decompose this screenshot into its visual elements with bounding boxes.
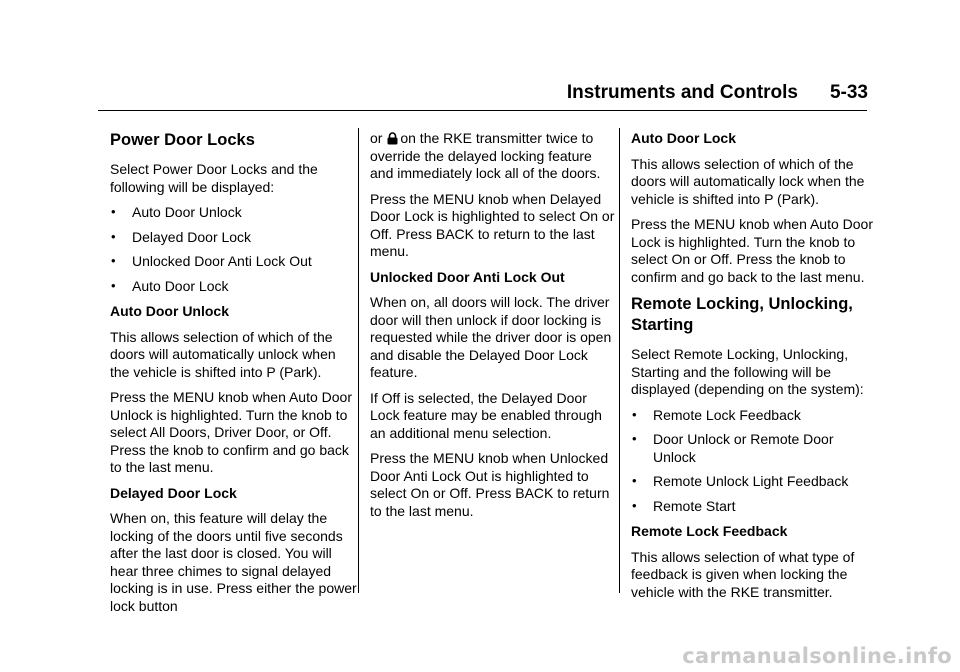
- list-item: • Auto Door Unlock: [110, 204, 358, 222]
- paragraph: When on, all doors will lock. The driver door will then unlock if door locking is requested while the driver door is open and disable the Delayed Door Lock feature.: [370, 294, 612, 380]
- list-item: • Remote Lock Feedback: [631, 407, 879, 425]
- remote-locking-heading: Remote Locking, Unlocking, Starting: [631, 295, 853, 334]
- power-door-locks-list: [110, 204, 358, 295]
- continuation-text: on the RKE transmitter twice to override the delayed locking feature and immediately lock all of the doors.: [370, 130, 601, 181]
- paragraph: If Off is selected, the Delayed Door Lock feature may be enabled through an additional menu selection.: [370, 389, 602, 441]
- page-number: 5-33: [829, 82, 868, 103]
- paragraph: [370, 130, 618, 183]
- delayed-door-lock-subheading: Delayed Door Lock: [110, 484, 237, 501]
- continuation-prefix: or: [370, 130, 383, 146]
- list-item: • Door Unlock or Remote Door Unlock: [631, 431, 879, 466]
- power-door-locks-intro: Select Power Door Locks and the following will be displayed:: [110, 161, 318, 195]
- column-1: [110, 130, 358, 623]
- list-item: • Remote Unlock Light Feedback: [631, 473, 879, 491]
- paragraph: Press the MENU knob when Delayed Door Lock is highlighted to select On or Off. Press BACK to return to the last menu.: [370, 190, 615, 259]
- paragraph: Press the MENU knob when Auto Door Lock is highlighted. Turn the knob to select On or Off. Press the knob to confirm and go back to the last menu.: [631, 216, 874, 285]
- paragraph: Press the MENU knob when Auto Door Unlock is highlighted. Turn the knob to select All Doors, Driver Door, or Off. Press the knob to confirm and go back to the last menu.: [110, 389, 353, 475]
- paragraph: This allows selection of what type of feedback is given when locking the vehicle with the RKE transmitter.: [631, 548, 855, 600]
- paragraph: This allows selection of which of the doors will automatically lock when the vehicle is shifted into P (Park).: [631, 155, 865, 207]
- list-item: • Remote Start: [631, 498, 879, 516]
- anti-lock-out-subheading: Unlocked Door Anti Lock Out: [370, 268, 565, 285]
- paragraph: When on, this feature will delay the locking of the doors until five seconds after the last door is closed. You will hear three chimes to signal delayed locking is in use. Press either the power lock button: [110, 510, 357, 614]
- list-item: • Delayed Door Lock: [110, 229, 358, 247]
- column-2: [370, 130, 618, 528]
- list-item: • Unlocked Door Anti Lock Out: [110, 253, 358, 271]
- remote-lock-feedback-subheading: Remote Lock Feedback: [631, 523, 788, 539]
- remote-locking-intro: Select Remote Locking, Unlocking, Starting and the following will be displayed (depending on the system):: [631, 346, 864, 397]
- column-divider-1: [358, 128, 359, 593]
- auto-door-lock-subheading: Auto Door Lock: [631, 130, 736, 146]
- auto-door-unlock-subheading: Auto Door Unlock: [110, 303, 229, 319]
- power-door-locks-heading: Power Door Locks: [110, 131, 255, 149]
- header-divider: [98, 110, 867, 111]
- column-divider-2: [619, 128, 620, 593]
- lock-icon: [387, 132, 398, 145]
- remote-locking-list: [631, 407, 879, 516]
- page-header: [0, 80, 960, 106]
- paragraph: This allows selection of which of the doors will automatically unlock when the vehicle is shifted into P (Park).: [110, 328, 336, 380]
- section-title: Instruments and Controls: [566, 82, 798, 103]
- list-item: • Auto Door Lock: [110, 278, 358, 296]
- paragraph: Press the MENU knob when Unlocked Door Anti Lock Out is highlighted to select On or Off. Press BACK to return to the last menu.: [370, 450, 610, 519]
- watermark: carmanualsonline.info: [682, 644, 952, 668]
- column-3: [631, 130, 879, 609]
